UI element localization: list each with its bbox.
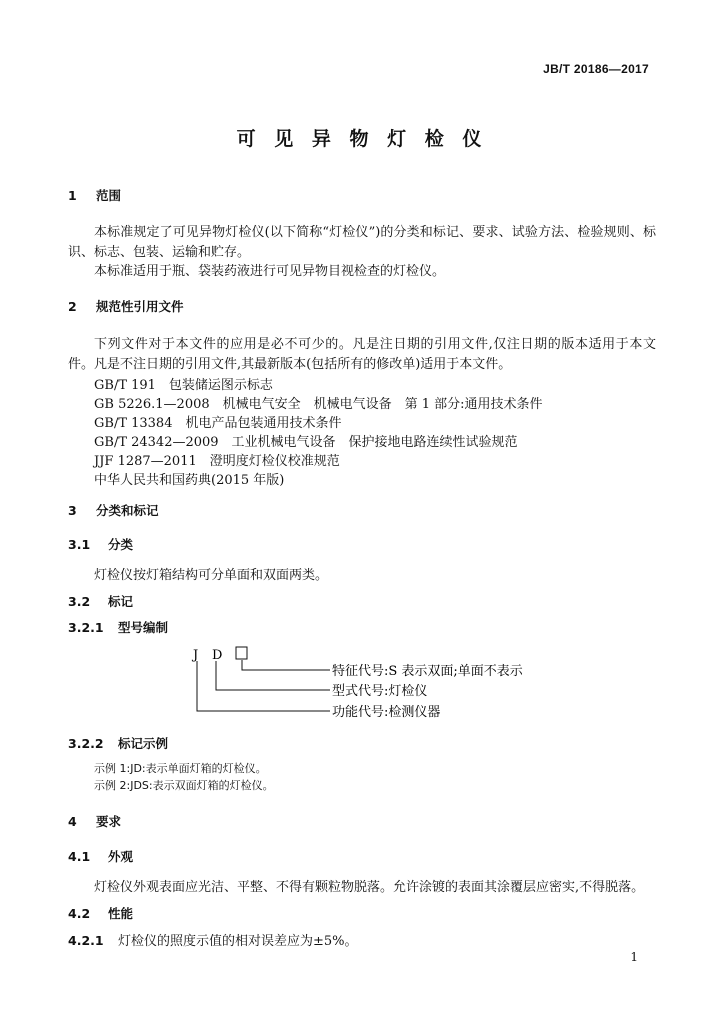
section-1-paragraph-2: 本标准适用于瓶、袋装药液进行可见异物目视检查的灯检仪。 (94, 264, 446, 279)
section-2-paragraph-1: 下列文件对于本文件的应用是必不可少的。凡是注日期的引用文件,仅注日期的版本适用于本文件。凡是不注日期的引用文件,其最新版本(包括所有的修改单)适用于本文件。 (68, 337, 656, 372)
section-title: 外观 (108, 849, 134, 864)
reference-item: GB/T 13384 机电产品包装通用技术条件 (94, 416, 342, 431)
section-title: 分类 (108, 537, 134, 552)
section-title: 标记 (108, 594, 134, 609)
section-3-2-2-heading (68, 734, 168, 752)
type-code-label: 型式代号:灯检仪 (332, 684, 428, 699)
code-letter-j: J (193, 648, 199, 663)
type-code-leader (216, 661, 330, 690)
section-title: 规范性引用文件 (96, 299, 184, 314)
section-number: 4.1 (68, 849, 91, 864)
section-4-2-heading (68, 904, 133, 922)
section-title: 性能 (108, 906, 134, 921)
section-4-2-1-clause (68, 930, 358, 949)
section-number: 2 (68, 299, 77, 314)
reference-item: 中华人民共和国药典(2015 年版) (94, 473, 285, 488)
section-title: 型号编制 (118, 620, 169, 635)
clause-text: 灯检仪的照度示值的相对误差应为±5%。 (118, 934, 358, 949)
section-number: 3.1 (68, 537, 91, 552)
section-number: 3.2 (68, 594, 91, 609)
feature-code-leader (242, 660, 330, 670)
section-number: 3.2.1 (68, 620, 104, 635)
reference-item: GB/T 191 包装储运图示标志 (94, 378, 273, 393)
feature-code-box (236, 647, 247, 659)
section-number: 3 (68, 503, 77, 518)
section-title: 分类和标记 (96, 503, 159, 518)
standard-number: JB/T 20186—2017 (543, 62, 649, 76)
section-title: 标记示例 (118, 736, 169, 751)
function-code-label: 功能代号:检测仪器 (332, 705, 441, 720)
feature-code-label: 特征代号:S 表示双面;单面不表示 (332, 664, 523, 679)
reference-item: GB/T 24342—2009 工业机械电气设备 保护接地电路连续性试验规范 (94, 435, 518, 450)
page-number: 1 (630, 950, 638, 964)
marking-example: 示例 1:JD:表示单面灯箱的灯检仪。 (94, 762, 267, 775)
reference-item: GB 5226.1—2008 机械电气安全 机械电气设备 第 1 部分:通用技术条件 (94, 397, 543, 412)
document-title: 可 见 异 物 灯 检 仪 (236, 128, 488, 150)
marking-example: 示例 2:JDS:表示双面灯箱的灯检仪。 (94, 779, 274, 792)
section-number: 4.2.1 (68, 933, 104, 948)
reference-item: JJF 1287—2011 澄明度灯检仪校准规范 (94, 454, 340, 469)
section-title: 要求 (96, 814, 122, 829)
code-letter-d: D (212, 648, 223, 663)
section-number: 4.2 (68, 906, 91, 921)
section-number: 3.2.2 (68, 736, 104, 751)
function-code-leader (197, 661, 330, 711)
section-4-1-heading (68, 847, 133, 865)
section-number: 4 (68, 814, 77, 829)
section-1-paragraph-1: 本标准规定了可见异物灯检仪(以下简称“灯检仪”)的分类和标记、要求、试验方法、检验规则、标识、标志、包装、运输和贮存。 (68, 225, 656, 260)
section-4-heading (68, 812, 121, 830)
classification-text: 灯检仪按灯箱结构可分单面和双面两类。 (94, 568, 329, 583)
section-title: 范围 (96, 188, 122, 203)
appearance-text: 灯检仪外观表面应光洁、平整、不得有颗粒物脱落。允许涂镀的表面其涂覆层应密实,不得脱落。 (94, 880, 645, 895)
section-number: 1 (68, 188, 77, 203)
